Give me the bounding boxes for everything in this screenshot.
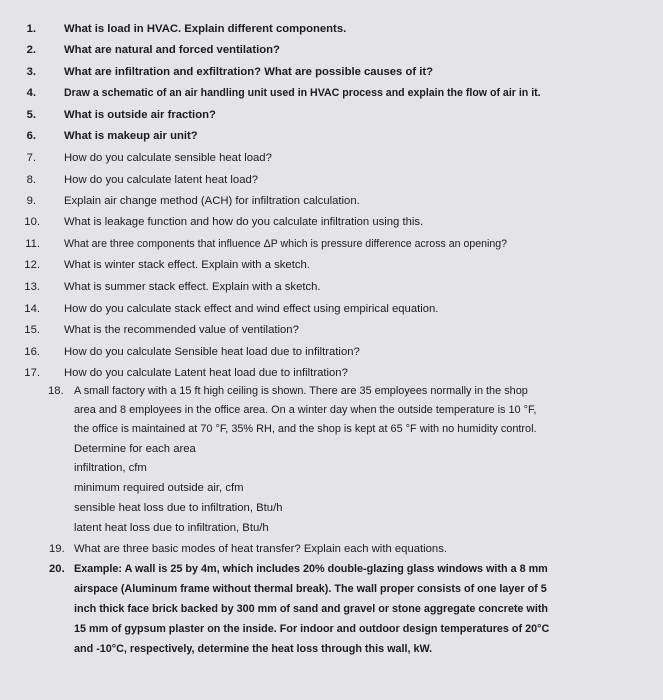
question-number: 13. <box>24 281 40 293</box>
question-number: 3. <box>26 66 36 78</box>
question-text: What is the recommended value of ventilation? <box>64 324 299 336</box>
question-text: What are three components that influence ΔP which is pressure difference across an opening? <box>64 238 508 250</box>
question-line: airspace (Aluminum frame without thermal break). The wall proper consists of one layer of 5 <box>74 583 547 595</box>
question-number: 4. <box>26 87 36 99</box>
question-text: What are three basic modes of heat transfer? Explain each with equations. <box>74 543 448 555</box>
question-number: 5. <box>26 109 36 121</box>
question-line: sensible heat loss due to infiltration, Btu/h <box>74 502 283 514</box>
question-number: 14. <box>24 303 40 315</box>
question-text: What are infiltration and exfiltration? What are possible causes of it? <box>64 66 434 78</box>
question-line: infiltration, cfm <box>74 462 147 474</box>
question-text: How do you calculate latent heat load? <box>64 174 259 186</box>
question-line: the office is maintained at 70 °F, 35% RH, and the shop is kept at 65 °F with no humidity control. <box>74 423 537 435</box>
question-text: What is load in HVAC. Explain different components. <box>64 23 347 35</box>
question-text: What is outside air fraction? <box>64 109 216 121</box>
question-number: 9. <box>26 195 36 207</box>
question-text: How do you calculate Latent heat load due to infiltration? <box>64 367 348 379</box>
question-text: What is leakage function and how do you calculate infiltration using this. <box>64 216 424 228</box>
question-line: and -10°C, respectively, determine the heat loss through this wall, kW. <box>74 643 433 655</box>
question-number: 10. <box>24 216 40 228</box>
question-number: 16. <box>24 346 40 358</box>
question-line: Determine for each area <box>74 443 196 455</box>
question-number: 12. <box>24 259 40 271</box>
question-line: area and 8 employees in the office area. On a winter day when the outside temperature is 10 °F, <box>74 404 537 416</box>
question-number: 1. <box>26 23 36 35</box>
question-number: 19. <box>49 543 65 555</box>
question-text: Explain air change method (ACH) for infiltration calculation. <box>64 195 360 207</box>
question-number: 17. <box>24 367 40 379</box>
question-text: What are natural and forced ventilation? <box>64 44 280 56</box>
question-text: What is winter stack effect. Explain with a sketch. <box>64 259 310 271</box>
question-text: What is makeup air unit? <box>64 130 198 142</box>
question-line: 15 mm of gypsum plaster on the inside. For indoor and outdoor design temperatures of 20°C <box>74 623 550 635</box>
question-line: inch thick face brick backed by 300 mm of sand and gravel or stone aggregate concrete with <box>74 603 549 615</box>
question-number: 7. <box>26 152 36 164</box>
question-line: Example: A wall is 25 by 4m, which includes 20% double-glazing glass windows with a 8 mm <box>74 563 548 575</box>
question-text: How do you calculate sensible heat load? <box>64 152 272 164</box>
question-line: minimum required outside air, cfm <box>74 482 244 494</box>
question-line: latent heat loss due to infiltration, Btu/h <box>74 522 269 534</box>
question-line: A small factory with a 15 ft high ceiling is shown. There are 35 employees normally in the shop <box>74 385 528 397</box>
question-number: 20. <box>49 563 65 575</box>
question-text: How do you calculate Sensible heat load due to infiltration? <box>64 346 360 358</box>
question-text: Draw a schematic of an air handling unit used in HVAC process and explain the flow of air in it. <box>64 87 541 99</box>
question-text: What is summer stack effect. Explain with a sketch. <box>64 281 321 293</box>
question-text: How do you calculate stack effect and wind effect using empirical equation. <box>64 303 439 315</box>
question-number: 2. <box>26 44 36 56</box>
question-number: 18. <box>48 385 64 397</box>
question-number: 8. <box>26 174 36 186</box>
question-number: 15. <box>24 324 40 336</box>
question-number: 11. <box>25 238 40 250</box>
question-number: 6. <box>26 130 36 142</box>
